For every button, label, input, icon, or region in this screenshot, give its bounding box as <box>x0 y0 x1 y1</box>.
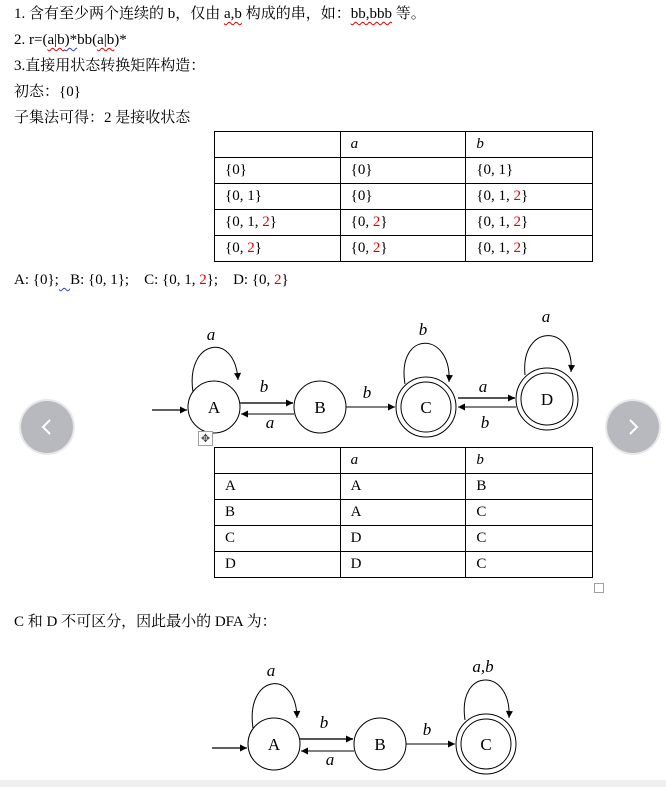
state-D-accepting <box>516 368 578 430</box>
accept-marker: 2 <box>247 240 255 256</box>
next-button[interactable] <box>607 401 659 453</box>
cell: C <box>466 526 593 552</box>
label: a <box>541 307 551 326</box>
cell-text: {0, 1, <box>476 188 514 204</box>
cell-text: {0, 1} <box>225 188 262 204</box>
bottom-bar <box>0 780 666 787</box>
cell: D <box>340 552 466 578</box>
cell <box>466 236 593 262</box>
cell <box>466 158 593 184</box>
spell-flag-ab: a,b <box>224 6 242 22</box>
text: } <box>281 272 289 288</box>
cell <box>340 236 466 262</box>
svg-text:B: B <box>314 398 326 417</box>
line-3: 3.直接用状态转换矩阵构造： <box>14 58 206 74</box>
text: 2. r=( <box>14 32 48 48</box>
cell <box>340 210 466 236</box>
cell-text: {0} <box>350 188 373 204</box>
accept-marker: 2 <box>274 272 282 288</box>
accept-marker: 2 <box>513 240 522 256</box>
cell-text: {0, <box>225 240 248 256</box>
cell: A <box>340 500 466 526</box>
dfa-diagram <box>0 300 666 440</box>
table-row <box>215 184 593 210</box>
label: b <box>259 377 269 396</box>
dfa-transition-table <box>214 447 593 578</box>
accept-marker: 2 <box>513 214 522 230</box>
line-1 <box>14 4 426 24</box>
state-C-accepting <box>456 714 516 774</box>
state-B <box>294 381 346 433</box>
table-move-handle-icon[interactable]: ✥ <box>198 431 213 446</box>
cell-text: } <box>269 214 277 230</box>
state-C-accepting <box>396 377 456 437</box>
table-row <box>215 474 593 500</box>
accept-marker: 2 <box>199 272 207 288</box>
line-2-regex <box>14 30 127 50</box>
cell-text: {0} <box>225 162 247 178</box>
table-header-row <box>215 448 593 474</box>
subset-table <box>214 131 593 262</box>
header-cell: b <box>466 132 593 158</box>
cell-text: {0, 1, <box>476 214 514 230</box>
cell-text: {0, 1} <box>476 162 514 178</box>
cell-text: } <box>380 214 388 230</box>
chevron-left-icon <box>37 417 57 437</box>
cell-text: {0, 1, <box>476 240 514 256</box>
spell-flag: a|b <box>47 32 65 48</box>
state-d-def: D: {0, <box>233 272 275 288</box>
header-cell: a <box>340 448 466 474</box>
cell: C <box>215 526 341 552</box>
label: a <box>478 377 488 396</box>
cell <box>466 184 593 210</box>
header-cell: b <box>466 448 593 474</box>
svg-text:A: A <box>267 735 281 754</box>
text: )* <box>114 32 127 48</box>
text: bb( <box>77 32 98 48</box>
cell <box>340 184 466 210</box>
header-cell <box>215 448 341 474</box>
table-row <box>215 210 593 236</box>
svg-text:C: C <box>480 735 492 754</box>
cell: C <box>466 552 593 578</box>
table-row <box>215 526 593 552</box>
svg-text:C: C <box>420 398 432 417</box>
table-row <box>215 158 593 184</box>
label: b <box>418 320 428 339</box>
table-header-row <box>215 132 593 158</box>
label: b <box>480 413 490 432</box>
table-row <box>215 552 593 578</box>
cell <box>215 210 341 236</box>
grammar-flag: )* <box>64 32 78 48</box>
accept-marker: 2 <box>372 214 381 230</box>
cell-text: } <box>521 214 529 230</box>
state-mapping <box>14 270 289 290</box>
cell <box>340 158 466 184</box>
chevron-right-icon <box>623 417 643 437</box>
accept-marker: 2 <box>372 240 381 256</box>
table-row <box>215 236 593 262</box>
label: b <box>319 713 329 732</box>
table-resize-handle[interactable] <box>594 583 604 593</box>
cell: D <box>340 526 466 552</box>
svg-text:B: B <box>374 735 386 754</box>
cell: A <box>340 474 466 500</box>
label: a <box>265 413 275 432</box>
cell-text: } <box>521 188 529 204</box>
cell: B <box>215 500 341 526</box>
text: }; <box>206 272 219 288</box>
text: 1. 含有至少两个连续的 b，仅由 <box>14 6 225 22</box>
line-subset-result: 子集法可得：2 是接收状态 <box>14 110 191 126</box>
label: a,b <box>472 657 494 676</box>
state-c-def: C: {0, 1, <box>144 272 200 288</box>
cell-text: {0} <box>350 162 373 178</box>
cell-text: } <box>521 240 529 256</box>
state-A <box>248 718 300 770</box>
text: 构成的串，如： <box>241 6 351 22</box>
cell-text: {0, <box>350 240 373 256</box>
state-B <box>354 718 406 770</box>
header-cell: a <box>340 132 466 158</box>
state-b-def: B: {0, 1}; <box>70 272 130 288</box>
label: b <box>362 383 372 402</box>
cell <box>215 158 341 184</box>
accept-marker: 2 <box>262 214 270 230</box>
label: a <box>266 661 276 680</box>
cell: B <box>466 474 593 500</box>
svg-text:A: A <box>207 398 221 417</box>
cell-text: } <box>380 240 388 256</box>
cell: A <box>215 474 341 500</box>
accept-marker: 2 <box>513 188 522 204</box>
cell <box>466 210 593 236</box>
cell-text: {0, <box>350 214 373 230</box>
label: a <box>206 325 216 344</box>
header-cell <box>215 132 341 158</box>
text: 等。 <box>391 6 426 22</box>
spell-flag-examples: bb,bbb <box>350 6 392 22</box>
cell <box>215 184 341 210</box>
minimal-dfa-diagram <box>0 650 666 780</box>
conclusion-text: C 和 D 不可区分，因此最小的 DFA 为： <box>14 614 277 630</box>
cell <box>215 236 341 262</box>
label: a <box>325 750 335 769</box>
state-A <box>188 381 240 433</box>
svg-text:D: D <box>540 390 554 409</box>
cell: C <box>466 500 593 526</box>
label: b <box>422 720 432 739</box>
cell: D <box>215 552 341 578</box>
cell-text: } <box>254 240 262 256</box>
table-row <box>215 500 593 526</box>
line-initial-state: 初态：{0} <box>14 84 81 100</box>
prev-button[interactable] <box>21 401 73 453</box>
spell-flag: a|b <box>97 32 115 48</box>
cell-text: {0, 1, <box>225 214 263 230</box>
grammar-flag <box>59 272 70 288</box>
state-a-def: A: {0}; <box>14 272 59 288</box>
